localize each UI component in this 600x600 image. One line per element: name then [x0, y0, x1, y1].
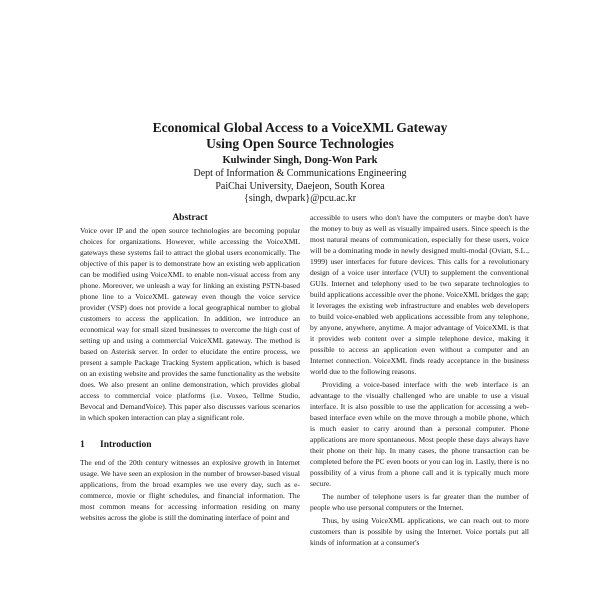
left-column [80, 212, 300, 523]
right-paragraph-2: Providing a voice-based interface with the web interface is an advantage to the visually challenged who are unable to use a visual interface. It is also possible to use the application for accessing a web-based interface even while on the move through a mobile phone, which is much easier to carry around than a personal computer. Phone applications are more spontaneous. Most people these days always have their phone on their hip. In many cases, the phone transaction can be completed before the PC even boots or you can log in. Lastly, there is no possibility of a virus from a phone call and it is typically much more secure. [310, 380, 529, 488]
right-paragraph-1: accessible to users who don't have the computers or maybe don't have the money to buy as well as visually impaired users. Since speech is the most natural means of communication, especially for these users, voice will be a dominating mode in newly designed multi-modal (Oviatt, S.L., 1999) user interfaces for future devices. This calls for a revolutionary design of a voice user interface (VUI) to supplement the conventional GUIs. Internet and telephony used to be two separate technologies to build applications accessible over the phone. VoiceXML bridges the gap; it leverages the existing web infrastructure and enables web developers to build voice-enabled web applications accessible from any telephone, by anyone, anywhere, anytime. A major advantage of VoiceXML is that it provides web content over a simple telephone device, making it possible to access an application even without a computer and an Internet connection. VoiceXML finds ready acceptance in the business world due to the following reasons. [310, 213, 529, 376]
right-column [310, 212, 529, 548]
section-text: The end of the 20th century witnesses an explosive growth in Internet usage. We have seen an explosion in the number of browser-based visual applications, from the broad examples we use every day, such as e-commerce, movie or flight schedules, and financial information. The most common means for accessing information residing on many websites across the globe is still the dominating interface of point and [80, 458, 300, 522]
right-paragraph-3: The number of telephone users is far greater than the number of people who use personal computers or the Internet. [310, 492, 529, 512]
authors: Kulwinder Singh, Dong-Won Park [222, 155, 378, 166]
paper-title [0, 120, 600, 152]
affiliation-university: PaiChai University, Daejeon, South Korea [215, 180, 385, 192]
affiliation-email: {singh, dwpark}@pcu.ac.kr [243, 193, 357, 204]
title-line-2: Using Open Source Technologies [206, 136, 394, 151]
section-heading [80, 439, 300, 451]
affiliation-department: Dept of Information & Communications Engineering [193, 168, 407, 179]
affiliation [0, 168, 600, 206]
section-title: Introduction [100, 440, 152, 450]
abstract-heading: Abstract [172, 213, 208, 223]
right-paragraph-4: Thus, by using VoiceXML applications, we can reach out to more customers than is possible by using the Internet. Voice portals put all kinds of information at a consumer's [310, 516, 529, 547]
abstract-text: Voice over IP and the open source technologies are becoming popular choices for organizations. However, while accessing the VoiceXML gateways these systems fail to attract the global users economically. The objective of this paper is to demonstrate how an existing web application can be modified using VoiceXML to enable non-visual access from any phone. Moreover, we unleash a way for linking an existing PSTN-based phone line to a VoiceXML gateway even though the voice service provider (VSP) does not provide a local geographical number to global customers to access the application. In addition, we introduce an economical way for small sized businesses to overcome the high cost of setting up and using a commercial VoiceXML gateway. The method is based on Asterisk server. In order to elucidate the entire process, we present a sample Package Tracking System application, which is based on an existing website and provides the same functionality as the website does. We also present an online demonstration, which provides global access to commercial voice platforms (i.e. Voxeo, Tellme Studio, Bevocal and DemandVoice). This paper also discusses various scenarios in which spoken interaction can play a significant role. [80, 226, 300, 422]
section-number: 1 [80, 440, 85, 450]
title-line-1: Economical Global Access to a VoiceXML Gateway [152, 120, 448, 135]
